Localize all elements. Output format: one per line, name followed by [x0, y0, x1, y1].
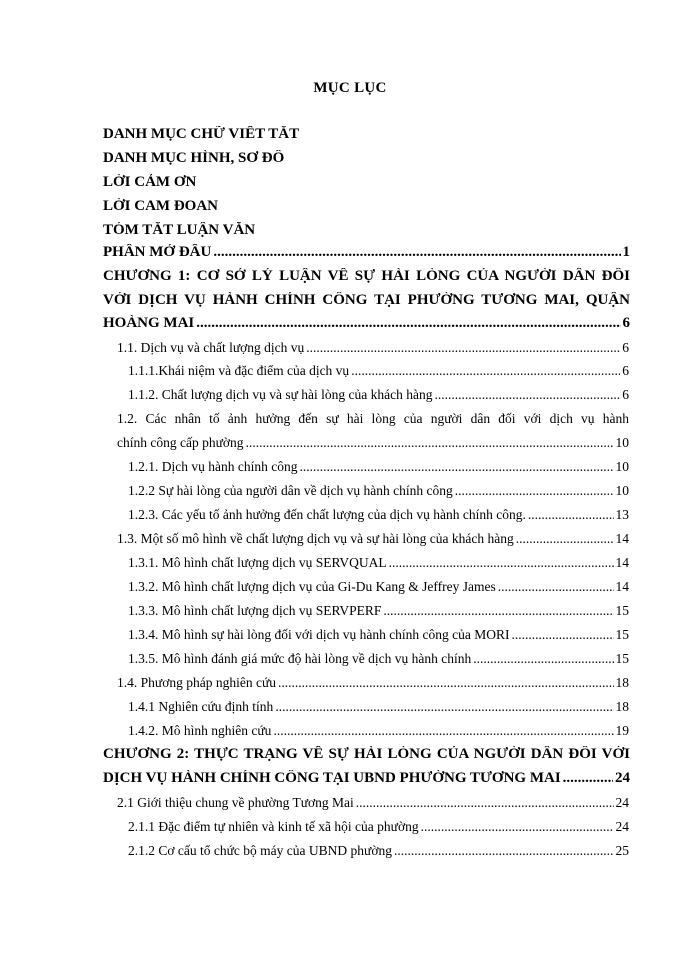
- toc-page-number: 15: [615, 651, 629, 666]
- dot-leader: [473, 651, 613, 667]
- toc-section-1-2-3: [128, 507, 629, 523]
- toc-page-number: 6: [622, 387, 629, 402]
- toc-entry-title: 1.2.1. Dịch vụ hành chính công: [128, 459, 298, 474]
- toc-section-1-4-2: [128, 723, 629, 739]
- toc-entry-title: DỊCH VỤ HÀNH CHÍNH CÔNG TẠI UBND PHƯỜNG TƯƠNG MAI: [103, 770, 561, 786]
- dot-leader: [213, 244, 620, 261]
- toc-page-number: 10: [615, 459, 629, 474]
- toc-page-number: 6: [622, 315, 630, 331]
- toc-entry-title: 1.1.2. Chất lượng dịch vụ và sự hài lòng của khách hàng: [128, 387, 433, 402]
- dot-leader: [434, 387, 620, 403]
- toc-entry-title: 1.3.1. Mô hình chất lượng dịch vụ SERVQUAL: [128, 555, 387, 570]
- toc-section-1-3-4: [128, 627, 629, 643]
- toc-chapter1-line3: [103, 315, 630, 332]
- toc-section-2-1-1: [128, 819, 629, 835]
- dot-leader: [394, 843, 614, 859]
- toc-page-number: 24: [615, 819, 629, 834]
- toc-page-number: 15: [615, 627, 629, 642]
- dot-leader: [351, 363, 620, 379]
- toc-front-declaration: LỜI CAM ĐOAN: [103, 198, 218, 214]
- dot-leader: [246, 435, 614, 451]
- toc-entry-title: chính công cấp phường: [117, 435, 244, 450]
- toc-entry-title: 1.2.2 Sự hài lòng của người dân về dịch vụ hành chính công: [128, 483, 453, 498]
- toc-section-2-1: [117, 795, 629, 811]
- toc-section-1-4-1: [128, 699, 629, 715]
- toc-page-number: 25: [615, 843, 629, 858]
- toc-entry-title: PHẦN MỞ ĐẦU: [103, 244, 212, 260]
- toc-section-1-3-2: [128, 579, 629, 595]
- toc-page-number: 24: [615, 795, 629, 810]
- toc-entry-title: 1.4.2. Mô hình nghiên cứu: [128, 723, 272, 738]
- toc-section-1-2-line1: 1.2. Các nhân tố ảnh hưởng đến sự hài lòng của người dân đối với dịch vụ hành: [117, 411, 629, 426]
- toc-section-1-1-1: [128, 363, 629, 379]
- toc-page-number: 14: [615, 531, 629, 546]
- toc-entry-title: 1.3.4. Mô hình sự hài lòng đối với dịch vụ hành chính công của MORI: [128, 627, 510, 642]
- toc-page-number: 6: [622, 340, 629, 355]
- toc-entry-title: 2.1.2 Cơ cấu tổ chức bộ máy của UBND phường: [128, 843, 392, 858]
- dot-leader: [196, 315, 620, 332]
- dot-leader: [512, 627, 614, 643]
- toc-entry-title: 1.4. Phương pháp nghiên cứu: [117, 675, 277, 690]
- toc-page-number: 18: [615, 699, 629, 714]
- toc-entry-title: 1.3.2. Mô hình chất lượng dịch vụ của Gi-Du Kang & Jeffrey James: [128, 579, 496, 594]
- toc-front-figures: DANH MỤC HÌNH, SƠ ĐỒ: [103, 150, 285, 166]
- toc-front-summary: TÓM TẮT LUẬN VĂN: [103, 222, 256, 238]
- toc-entry-title: 1.4.1 Nghiên cứu định tính: [128, 699, 274, 714]
- toc-section-1-2-line2: [117, 435, 629, 451]
- toc-page-number: 10: [615, 483, 629, 498]
- toc-front-abbreviations: DANH MỤC CHỮ VIẾT TẮT: [103, 126, 300, 142]
- toc-page-number: 15: [615, 603, 629, 618]
- toc-page-number: 24: [615, 770, 630, 786]
- toc-section-1-1-2: [128, 387, 629, 403]
- toc-entry-title: 2.1 Giới thiệu chung về phường Tương Mai: [117, 795, 354, 810]
- dot-leader: [306, 340, 620, 356]
- dot-leader: [383, 603, 613, 619]
- toc-entry-title: 1.3.3. Mô hình chất lượng dịch vụ SERVPERF: [128, 603, 382, 618]
- toc-section-1-3: [117, 531, 629, 547]
- dot-leader: [356, 795, 614, 811]
- toc-page-number: 10: [615, 435, 629, 450]
- toc-front-acknowledgements: LỜI CẢM ƠN: [103, 174, 197, 190]
- dot-leader: [275, 699, 613, 715]
- toc-page-number: 19: [615, 723, 629, 738]
- toc-page-number: 14: [615, 555, 629, 570]
- toc-entry-title: 1.2.3. Các yếu tố ảnh hưởng đến chất lượng của dịch vụ hành chính công.: [128, 507, 526, 522]
- toc-entry-title: 1.3.5. Mô hình đánh giá mức độ hài lòng về dịch vụ hành chính: [128, 651, 472, 666]
- toc-page-number: 6: [622, 363, 629, 378]
- toc-section-1-3-5: [128, 651, 629, 667]
- dot-leader: [299, 459, 613, 475]
- toc-entry-title: 2.1.1 Đặc điểm tự nhiên và kinh tế xã hội của phường: [128, 819, 419, 834]
- toc-page-number: 14: [615, 579, 629, 594]
- toc-entry-title: 1.1. Dịch vụ và chất lượng dịch vụ: [117, 340, 305, 355]
- toc-chapter1-line2: VỚI DỊCH VỤ HÀNH CHÍNH CÔNG TẠI PHƯỜNG TƯƠNG MAI, QUẬN: [103, 292, 630, 308]
- toc-chapter2-line1: CHƯƠNG 2: THỰC TRẠNG VỀ SỰ HÀI LÒNG CỦA NGƯỜI DÂN ĐỐI VỚI: [103, 746, 630, 762]
- toc-section-1-3-3: [128, 603, 629, 619]
- dot-leader: [389, 555, 614, 571]
- dot-leader: [455, 483, 614, 499]
- dot-leader: [516, 531, 614, 547]
- dot-leader: [563, 770, 613, 787]
- dot-leader: [278, 675, 613, 691]
- dot-leader: [273, 723, 613, 739]
- toc-entry-title: HOÀNG MAI: [103, 315, 195, 331]
- toc-chapter1-line1: CHƯƠNG 1: CƠ SỞ LÝ LUẬN VỀ SỰ HÀI LÒNG CỦA NGƯỜI DÂN ĐỐI: [103, 268, 630, 284]
- toc-section-1-3-1: [128, 555, 629, 571]
- dot-leader: [498, 579, 614, 595]
- toc-entry-introduction: [103, 244, 630, 261]
- toc-section-1-2-2: [128, 483, 629, 499]
- toc-page-number: 18: [615, 675, 629, 690]
- toc-section-2-1-2: [128, 843, 629, 859]
- dot-leader: [421, 819, 614, 835]
- dot-leader: [528, 507, 614, 523]
- toc-section-1-1: [117, 340, 629, 356]
- toc-page-number: 1: [622, 244, 630, 260]
- page-title: MỤC LỤC: [313, 80, 387, 96]
- toc-section-1-4: [117, 675, 629, 691]
- toc-entry-title: 1.3. Một số mô hình về chất lượng dịch vụ và sự hài lòng của khách hàng: [117, 531, 514, 546]
- toc-entry-title: 1.1.1.Khái niệm và đặc điểm của dịch vụ: [128, 363, 350, 378]
- toc-chapter2-line2: [103, 770, 630, 787]
- toc-page-number: 13: [615, 507, 629, 522]
- toc-section-1-2-1: [128, 459, 629, 475]
